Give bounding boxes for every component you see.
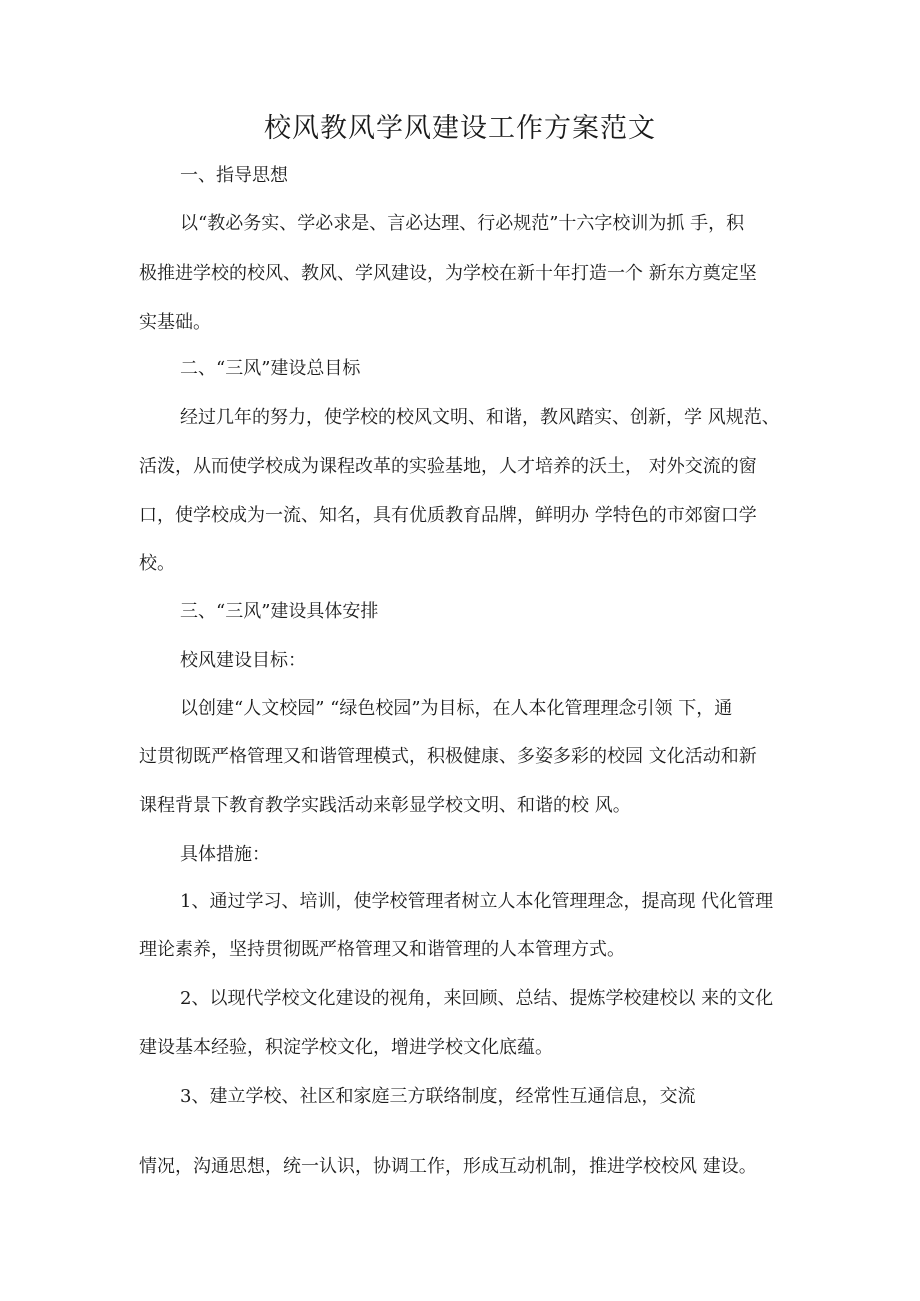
paragraph-line: 实基础。: [139, 312, 211, 333]
paragraph-line: 过贯彻既严格管理又和谐管理模式，积极健康、多姿多彩的校园 文化活动和新: [139, 746, 757, 767]
list-item-line: 理论素养，坚持贯彻既严格管理又和谐管理的人本管理方式。: [139, 939, 625, 960]
paragraph-line: 活泼，从而使学校成为课程改革的实验基地，人才培养的沃土， 对外交流的窗: [139, 456, 757, 477]
paragraph-line: 极推进学校的校风、教风、学风建设，为学校在新十年打造一个 新东方奠定坚: [139, 263, 757, 284]
section-heading-overall-goal: 二、“三风”建设总目标: [180, 358, 361, 379]
list-item-line: 1、通过学习、培训，使学校管理者树立人本化管理理念，提高现 代化管理: [180, 891, 774, 912]
paragraph-line: 口，使学校成为一流、知名，具有优质教育品牌，鲜明办 学特色的市郊窗口学: [139, 505, 757, 526]
list-item-line: 2、以现代学校文化建设的视角，来回顾、总结、提炼学校建校以 来的文化: [180, 988, 774, 1009]
section-heading-guiding-ideology: 一、指导思想: [180, 165, 288, 186]
paragraph-line: 经过几年的努力，使学校的校风文明、和谐，教风踏实、创新，学 风规范、: [180, 407, 780, 428]
list-item-line: 建设基本经验，积淀学校文化，增进学校文化底蕴。: [139, 1037, 553, 1058]
paragraph-line: 以创建“人文校园” “绿色校园”为目标，在人本化管理理念引领 下，通: [180, 698, 733, 719]
subheading-school-style-goal: 校风建设目标：: [180, 650, 306, 671]
section-heading-specific-arrangement: 三、“三风”建设具体安排: [180, 601, 379, 622]
list-item-line: 3、建立学校、社区和家庭三方联络制度，经常性互通信息，交流: [180, 1086, 696, 1107]
paragraph-line: 校。: [139, 553, 175, 574]
list-item-line: 情况，沟通思想，统一认识，协调工作，形成互动机制，推进学校校风 建设。: [139, 1156, 757, 1177]
paragraph-line: 以“教必务实、学必求是、言必达理、行必规范”十六字校训为抓 手，积: [180, 213, 745, 234]
subheading-specific-measures: 具体措施：: [180, 844, 270, 865]
paragraph-line: 课程背景下教育教学实践活动来彰显学校文明、和谐的校 风。: [139, 795, 631, 816]
document-title: 校风教风学风建设工作方案范文: [264, 113, 656, 144]
